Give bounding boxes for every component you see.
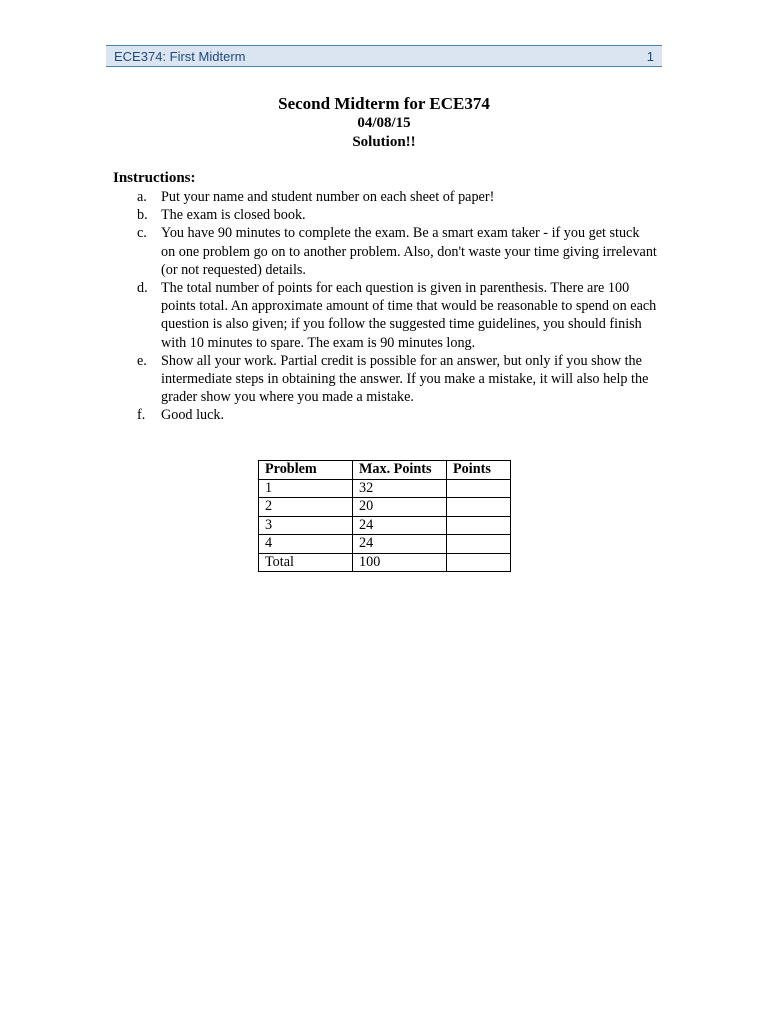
instruction-item	[137, 206, 657, 224]
instructions-list	[137, 188, 657, 425]
points-cell[interactable]	[447, 553, 511, 572]
instruction-marker: a.	[137, 189, 147, 205]
table-row	[259, 479, 511, 498]
table-row	[259, 535, 511, 554]
max-points-cell: 24	[353, 535, 447, 554]
points-cell[interactable]	[447, 516, 511, 535]
max-points-cell: 32	[353, 479, 447, 498]
problem-cell: 4	[259, 535, 353, 554]
problem-cell: 3	[259, 516, 353, 535]
solution-label: Solution!!	[352, 134, 416, 150]
max-points-cell: 100	[353, 553, 447, 572]
problem-cell: 1	[259, 479, 353, 498]
instruction-marker: c.	[137, 225, 147, 242]
column-header-problem: Problem	[259, 461, 353, 480]
table-header-row	[259, 461, 511, 480]
page-header	[106, 45, 662, 67]
max-points-cell: 24	[353, 516, 447, 535]
exam-title: Second Midterm for ECE374	[278, 94, 490, 113]
max-points-cell: 20	[353, 498, 447, 517]
table-row	[259, 498, 511, 517]
instruction-text: The total number of points for each question is given in parenthesis. There are 100 points total. An approximate amount of time that would be reasonable to spend on each question is also given; if you follow the suggested time guidelines, you should finish with 10 minutes to spare. The exam is 90 minutes long.	[161, 280, 657, 351]
problem-cell: 2	[259, 498, 353, 517]
page-number: 1	[646, 49, 654, 64]
header-title: ECE374: First Midterm	[114, 49, 246, 64]
instruction-text: The exam is closed book.	[161, 207, 306, 224]
column-header-max-points: Max. Points	[353, 461, 447, 480]
points-cell[interactable]	[447, 498, 511, 517]
instruction-marker: b.	[137, 207, 148, 224]
table-row	[259, 553, 511, 572]
instruction-item	[137, 188, 657, 206]
points-cell[interactable]	[447, 535, 511, 554]
instruction-marker: e.	[137, 352, 147, 369]
instruction-item	[137, 352, 657, 407]
table-row	[259, 516, 511, 535]
instruction-text: Put your name and student number on each sheet of paper!	[161, 189, 495, 205]
points-table	[258, 460, 511, 572]
instruction-text: Good luck.	[161, 407, 225, 424]
instruction-item	[137, 406, 657, 424]
instruction-text: Show all your work. Partial credit is possible for an answer, but only if you show the intermediate steps in obtaining the answer. If you make a mistake, it will also help the grader show you where you made a mistake.	[161, 352, 649, 406]
problem-cell: Total	[259, 553, 353, 572]
points-cell[interactable]	[447, 479, 511, 498]
instruction-item	[137, 224, 657, 279]
instructions-heading: Instructions:	[113, 170, 196, 186]
exam-date: 04/08/15	[357, 115, 411, 131]
instruction-item	[137, 279, 657, 352]
column-header-points: Points	[447, 461, 511, 480]
instruction-marker: f.	[137, 407, 146, 424]
instruction-marker: d.	[137, 280, 148, 297]
instruction-text: You have 90 minutes to complete the exam. Be a smart exam taker - if you get stuck on one problem go on to another problem. Also, don't waste your time giving irrelevant (or not requested) details.	[161, 225, 657, 278]
